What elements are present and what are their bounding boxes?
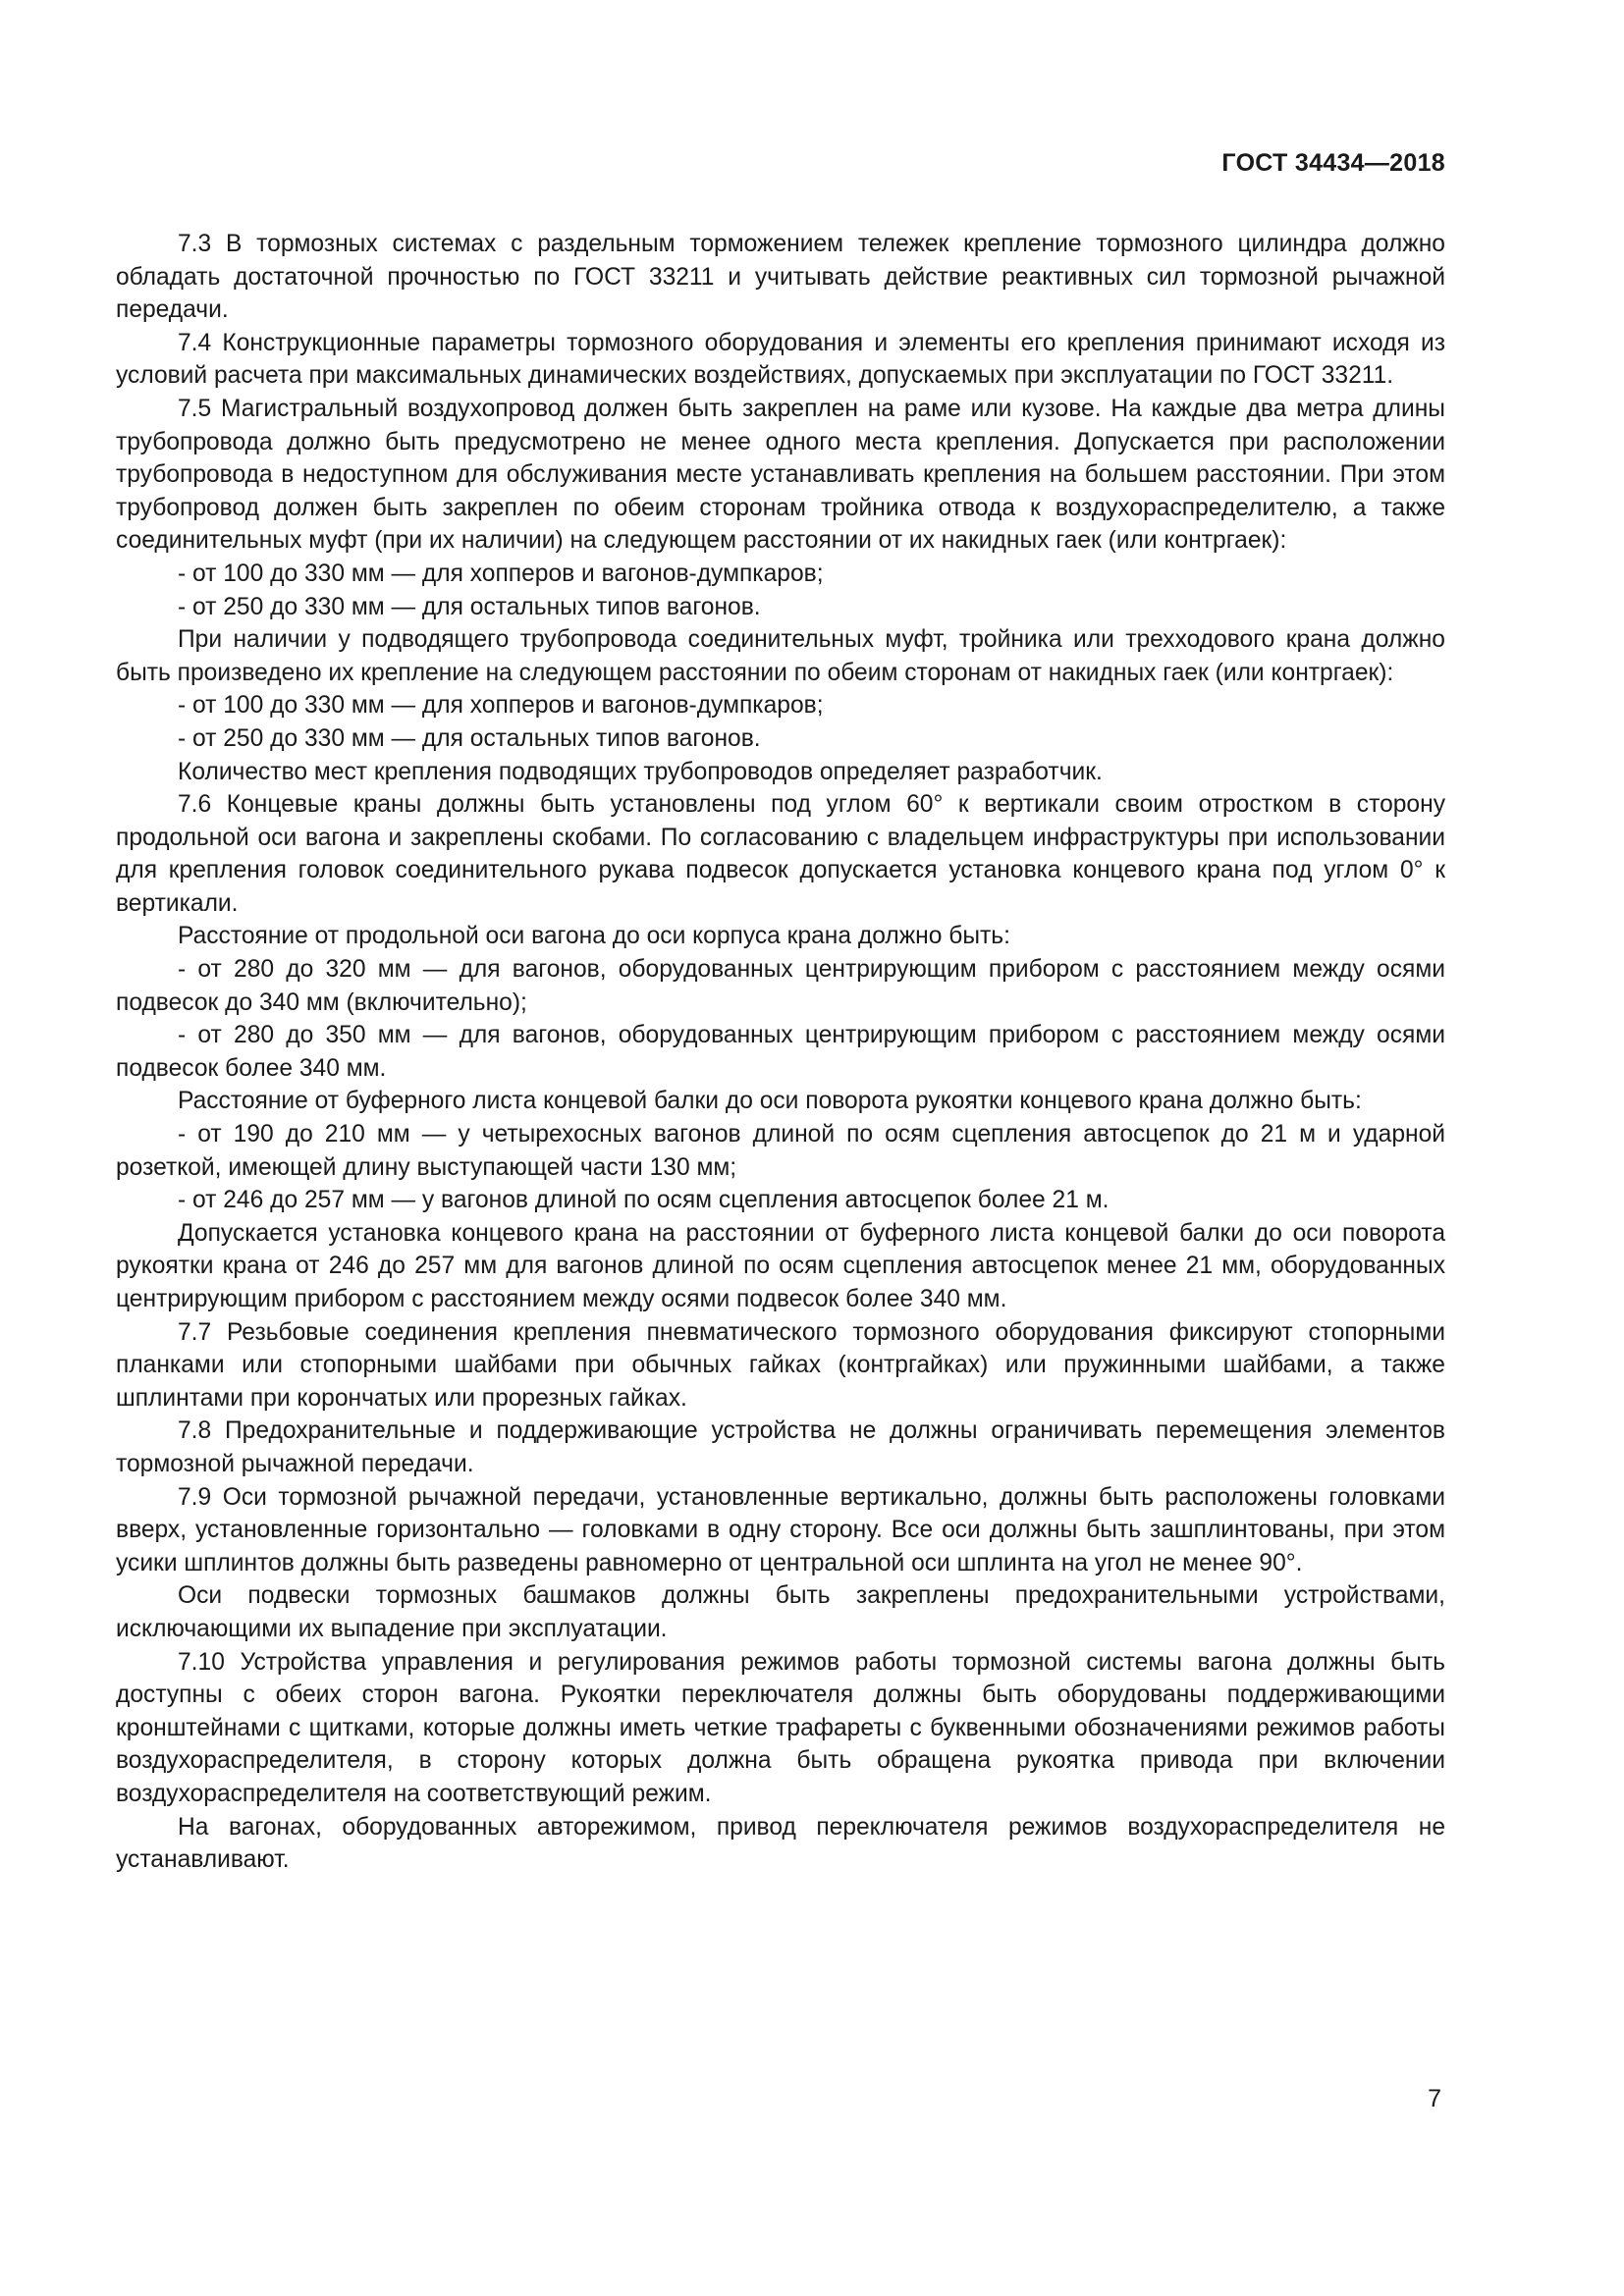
list-item: - от 246 до 257 мм — у вагонов длиной по осям сцепления автосцепок более 21 м. bbox=[178, 1187, 1110, 1214]
paragraph-7-7: 7.7 Резьбовые соединения крепления пневматического тормозного оборудования фиксируют стопорными планками или стопорными шайбами при обычных гайках (контргайках) или пружинными шайбами, а также шплинтами при корончатых или прорезных гайках. bbox=[116, 1318, 1445, 1412]
paragraph-7-6: 7.6 Концевые краны должны быть установлены под углом 60° к вертикали своим отростком в сторону продольной оси вагона и закреплены скобами. По согласованию с владельцем инфраструктуры при использовании для крепления головок соединительного рукава подвесок допускается установка концевого крана под углом 0° к вертикали. bbox=[116, 791, 1445, 917]
paragraph-7-10: 7.10 Устройства управления и регулирования режимов работы тормозной системы вагона должны быть доступны с обеих сторон вагона. Рукоятки переключателя должны быть оборудованы поддерживающими кронштейнами с щитками, которые должны иметь четкие трафареты с буквенными обозначениями режимов работы воздухораспределителя, в сторону которых должна быть обращена рукоятка привода при включении воздухораспределителя на соответствующий режим. bbox=[116, 1648, 1445, 1807]
paragraph: Количество мест крепления подводящих трубопроводов определяет разработчик. bbox=[178, 758, 1103, 785]
list-item: - от 280 до 350 мм — для вагонов, оборудованных центрирующим прибором с расстоянием между осями подвесок более 340 мм. bbox=[116, 1022, 1445, 1082]
paragraph-7-9: 7.9 Оси тормозной рычажной передачи, установленные вертикально, должны быть расположены головками вверх, установленные горизонтально — головками в одну сторону. Все оси должны быть зашплинтованы, при этом усики шплинтов должны быть разведены равномерно от центральной оси шплинта на угол не менее 90°. bbox=[116, 1483, 1445, 1576]
paragraph: Допускается установка концевого крана на расстоянии от буферного листа концевой балки до оси поворота рукоятки крана от 246 до 257 мм для вагонов длиной по осям сцепления автосцепок менее 21 мм, оборудованных центрирующим прибором с расстоянием между осями подвесок более 340 мм. bbox=[116, 1219, 1445, 1312]
paragraph-7-3: 7.3 В тормозных системах с раздельным торможением тележек крепление тормозного цилиндра должно обладать достаточной прочностью по ГОСТ 33211 и учитывать действие реактивных сил тормозной рычажной передачи. bbox=[116, 231, 1445, 324]
paragraph-7-8: 7.8 Предохранительные и поддерживающие устройства не должны ограничивать перемещения элементов тормозной рычажной передачи. bbox=[116, 1417, 1445, 1477]
list-item: - от 250 до 330 мм — для остальных типов вагонов. bbox=[178, 724, 761, 752]
list-item: - от 190 до 210 мм — у четырехосных вагонов длиной по осям сцепления автосцепок до 21 м и ударной розеткой, имеющей длину выступающей части 130 мм; bbox=[116, 1121, 1445, 1181]
paragraph: Расстояние от продольной оси вагона до оси корпуса крана должно быть: bbox=[178, 923, 1010, 950]
document-body bbox=[116, 228, 1445, 1877]
paragraph: Расстояние от буферного листа концевой балки до оси поворота рукоятки концевого крана должно быть: bbox=[178, 1088, 1362, 1115]
list-item: - от 100 до 330 мм — для хопперов и вагонов-думпкаров; bbox=[178, 692, 824, 720]
paragraph: На вагонах, оборудованных авторежимом, привод переключателя режимов воздухораспределителя не устанавливают. bbox=[116, 1813, 1445, 1874]
list-item: - от 250 до 330 мм — для остальных типов вагонов. bbox=[178, 593, 761, 620]
standard-header: ГОСТ 34434—2018 bbox=[1221, 149, 1445, 177]
paragraph: Оси подвески тормозных башмаков должны быть закреплены предохранительными устройствами, исключающими их выпадение при эксплуатации. bbox=[116, 1582, 1445, 1642]
paragraph-7-4: 7.4 Конструкционные параметры тормозного оборудования и элементы его крепления принимают исходя из условий расчета при максимальных динамических воздействиях, допускаемых при эксплуатации по ГОСТ 33211. bbox=[116, 329, 1445, 390]
list-item: - от 280 до 320 мм — для вагонов, оборудованных центрирующим прибором с расстоянием между осями подвесок до 340 мм (включительно); bbox=[116, 956, 1445, 1016]
page-number: 7 bbox=[1428, 2085, 1441, 2112]
list-item: - от 100 до 330 мм — для хопперов и вагонов-думпкаров; bbox=[178, 560, 824, 587]
paragraph-7-5: 7.5 Магистральный воздухопровод должен быть закреплен на раме или кузове. На каждые два метра длины трубопровода должно быть предусмотрено не менее одного места крепления. Допускается при расположении трубопровода в недоступном для обслуживания месте устанавливать крепления на большем расстоянии. При этом трубопровод должен быть закреплен по обеим сторонам тройника отвода к воздухораспределителю, а также соединительных муфт (при их наличии) на следующем расстоянии от их накидных гаек (или контргаек): bbox=[116, 395, 1445, 555]
paragraph: При наличии у подводящего трубопровода соединительных муфт, тройника или трехходового крана должно быть произведено их крепление на следующем расстоянии по обеим сторонам от накидных гаек (или контргаек): bbox=[116, 626, 1445, 686]
